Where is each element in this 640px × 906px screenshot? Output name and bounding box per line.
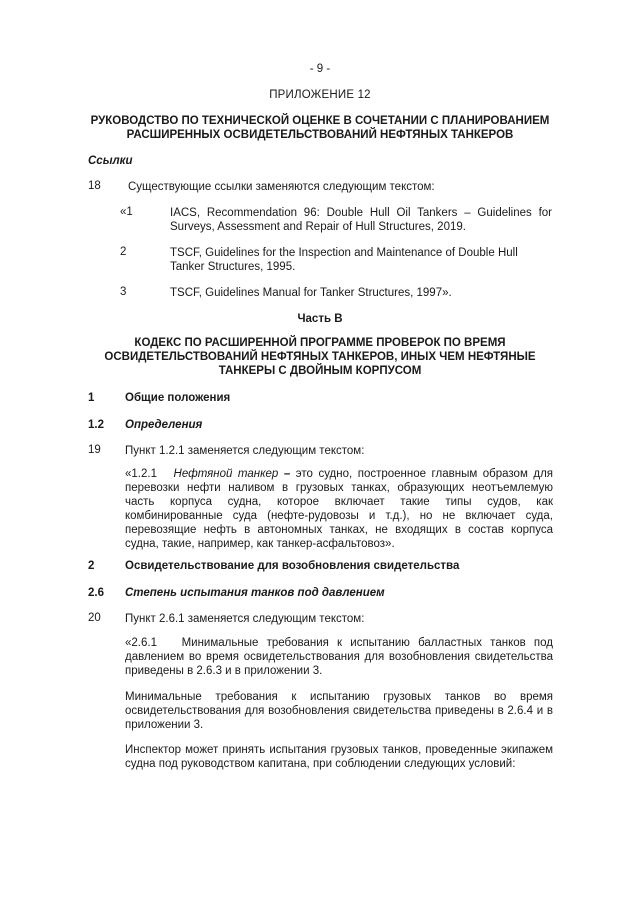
reference-2-text: TSCF, Guidelines for the Inspection and Maintenance of Double Hull Tanker Structures, 1995. <box>170 247 518 273</box>
reference-3-text: TSCF, Guidelines Manual for Tanker Structures, 1997». <box>170 287 452 299</box>
quote-number-2-6-1: «2.6.1 <box>125 637 157 649</box>
reference-3-label: 3 <box>120 286 127 298</box>
defined-term: Нефтяной танкер <box>173 468 279 480</box>
section-2-6-title: Степень испытания танков под давлением <box>125 587 385 599</box>
section-1-2-number: 1.2 <box>88 419 104 431</box>
paragraph-number-19: 19 <box>88 444 101 456</box>
reference-1-text: IACS, Recommendation 96: Double Hull Oil Tankers – Guidelines for Surveys, Assessment and Repair of Hull Structures, 2019. <box>170 207 552 233</box>
ballast-tank-requirements: Минимальные требования к испытанию балластных танков под давлением во время освидетельствования для возобновления свидетельства приведены в 2.6.3 и в приложении 3. <box>125 637 554 677</box>
paragraph-number-20: 20 <box>88 612 101 624</box>
section-2-number: 2 <box>88 560 95 572</box>
section-1-title: Общие положения <box>125 392 231 404</box>
section-2-title: Освидетельствование для возобновления свидетельства <box>125 560 460 572</box>
code-title: КОДЕКС ПО РАСШИРЕННОЙ ПРОГРАММЕ ПРОВЕРОК ПО ВРЕМЯ ОСВИДЕТЕЛЬСТВОВАНИЙ НЕФТЯНЫХ ТАНКЕРОВ, ИНЫХ ЧЕМ НЕФТЯНЫЕ ТАНКЕРЫ С ДВОЙНЫМ КОРПУСОМ <box>104 337 536 377</box>
paragraph-19-intro: Пункт 1.2.1 заменяется следующим текстом: <box>125 445 365 457</box>
section-2-6-number: 2.6 <box>88 587 104 599</box>
paragraph-number-18: 18 <box>88 180 101 192</box>
paragraph-2-6-1-quote <box>125 636 553 678</box>
paragraph-20-intro: Пункт 2.6.1 заменяется следующим текстом: <box>125 613 365 625</box>
crew-testing-conditions: Инспектор может принять испытания грузовых танков, проведенные экипажем судна под руководством капитана, при соблюдении следующих условий: <box>125 744 553 770</box>
reference-2-label: 2 <box>120 246 127 258</box>
reference-1-label: «1 <box>120 206 133 218</box>
section-1-number: 1 <box>88 392 95 404</box>
page-number: - 9 - <box>309 63 331 75</box>
term-dash: – <box>278 468 296 480</box>
annex-label: ПРИЛОЖЕНИЕ 12 <box>269 89 371 101</box>
paragraph-18-intro: Существующие ссылки заменяются следующим текстом: <box>128 181 435 193</box>
paragraph-1-2-1-quote <box>125 467 553 551</box>
quote-number-1-2-1: «1.2.1 <box>125 468 157 480</box>
document-title: РУКОВОДСТВО ПО ТЕХНИЧЕСКОЙ ОЦЕНКЕ В СОЧЕТАНИИ С ПЛАНИРОВАНИЕМ РАСШИРЕННЫХ ОСВИДЕТЕЛЬСТВОВАНИЙ НЕФТЯНЫХ ТАНКЕРОВ <box>90 115 550 141</box>
section-1-2-title: Определения <box>125 419 203 431</box>
definition-text: это судно, построенное главным образом для перевозки нефти наливом в грузовых танках, образующих неотъемлемую часть корпуса судна, которое включает такие типы судов, как комбинированные суда (нефте-рудовозы и т.д.), но не включает суда, перевозящие нефть в автономных танках, не входящих в состав корпуса судна, такие, например, как танкер-асфальтовоз». <box>125 468 554 550</box>
cargo-tank-requirements: Минимальные требования к испытанию грузовых танков во время освидетельствования для возобновления свидетельства приведены в 2.6.4 и в приложении 3. <box>125 691 553 731</box>
references-heading: Ссылки <box>88 155 133 167</box>
part-b-heading: Часть B <box>297 313 343 325</box>
